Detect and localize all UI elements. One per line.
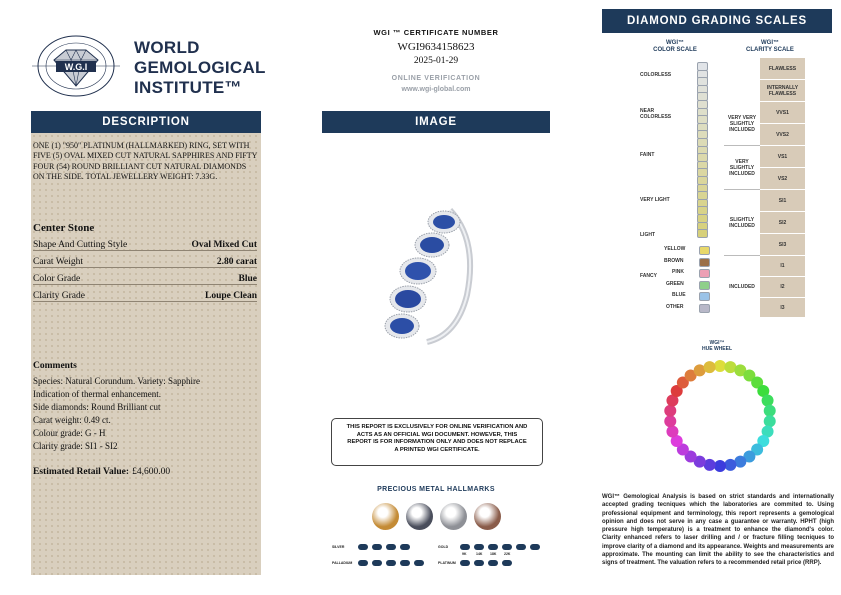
gold-hallmark-icon — [474, 544, 484, 550]
row-label: Clarity Grade — [33, 291, 85, 301]
gold-hallmark-icon — [516, 544, 526, 550]
clarity-scale-head: WGI™ CLARITY SCALE — [746, 40, 794, 53]
fancy-gem-icon — [699, 258, 710, 267]
clarity-grade: VVS1 — [760, 102, 805, 124]
fancy-gem-icon — [699, 269, 710, 278]
palladium-hallmark-icon — [386, 560, 396, 566]
description-panel — [31, 133, 261, 575]
gold-label: GOLD — [438, 545, 449, 549]
hue-dot — [724, 459, 736, 471]
row-value: Blue — [238, 274, 257, 284]
color-group-label: FAINT — [640, 152, 655, 158]
grading-footnote: WGI™ Gemological Analysis is based on strict standards and internationally accepted grading tecniques which the laboratories are commited to. Using professional equipment and terminology, this report represents a gemological opinion and does not serve in any case a guarantee or warranty. HPHT (high pressure high temperature) is a treatment to enhance the diamond's color. Clarity enhanced refers to laser drilling and / or fracture filling tecniques to improve clarity of a diamond and its appearance. Weights and measurements are approximate. The mounting can limit the ability to see the characteristics and signs of treatment. The valuation refers to a recommended retail price (RRP). — [602, 494, 834, 567]
karat-label: 22K — [504, 552, 511, 556]
hue-dot — [714, 460, 726, 472]
palladium-hallmark-icon — [372, 560, 382, 566]
fancy-gem-icon — [699, 281, 710, 290]
center-stone-row — [33, 251, 257, 268]
clarity-grade: SI2 — [760, 212, 805, 234]
fancy-color-label: YELLOW — [664, 246, 686, 252]
comment-line: Clarity grade: SI1 - SI2 — [33, 441, 118, 451]
fancy-gem-icon — [699, 292, 710, 301]
row-label: Shape And Cutting Style — [33, 240, 128, 250]
palladium-hallmark-icon — [358, 560, 368, 566]
color-grade-gem-icon — [697, 229, 708, 238]
hue-wheel-title: WGI™ HUE WHEEL — [702, 340, 732, 352]
silver-hallmark-icon — [358, 544, 368, 550]
center-stone-row — [33, 234, 257, 251]
fancy-gem-icon — [699, 246, 710, 255]
clarity-grade: SI3 — [760, 234, 805, 256]
ring-image — [372, 200, 482, 350]
platinum-hallmark-icon — [474, 560, 484, 566]
hue-dot — [666, 425, 678, 437]
row-value: 2.80 carat — [216, 257, 257, 267]
clarity-grade: VS2 — [760, 168, 805, 190]
wgi-logo — [26, 30, 266, 110]
palladium-hallmark-icon — [400, 560, 410, 566]
comment-line: Indication of thermal enhancement. — [33, 389, 161, 399]
platinum-coin-icon — [440, 503, 467, 530]
fancy-label: FANCY — [640, 273, 657, 279]
description-text: ONE (1) "950" PLATINUM (HALLMARKED) RING, SET WITH FIVE (5) OVAL MIXED CUT NATURAL SAPPHIRES AND FIFTY FOUR (54) ROUND BRILLIANT CUT NATURAL DIAMONDS ON THE SIDE. TOTAL JEWELLERY WEIGHT: 7.33G. — [33, 141, 258, 181]
clarity-grade: VS1 — [760, 146, 805, 168]
comments-title: Comments — [33, 361, 77, 371]
color-scale-head: WGI™ COLOR SCALE — [653, 40, 697, 53]
clarity-group: VERY SLIGHTLY INCLUDED — [724, 146, 760, 190]
palladium-coin-icon — [406, 503, 433, 530]
certificate-label: WGI ™ CERTIFICATE NUMBER — [373, 28, 499, 37]
comments-list — [33, 375, 259, 453]
platinum-hallmark-icon — [460, 560, 470, 566]
fancy-color-label: PINK — [672, 269, 684, 275]
logo-mark-text: W.G.I — [64, 62, 88, 72]
fancy-color-label: BLUE — [672, 292, 686, 298]
karat-label: 14K — [476, 552, 483, 556]
karat-label: 18K — [490, 552, 497, 556]
center-stone-row — [33, 268, 257, 285]
certificate-number: WGI9634158623 — [397, 41, 475, 53]
clarity-grade: I3 — [760, 298, 805, 318]
verification-link[interactable]: www.wgi-global.com — [401, 86, 471, 93]
hue-dot — [664, 405, 676, 417]
verification-label: ONLINE VERIFICATION — [391, 75, 481, 82]
color-group-label: NEAR COLORLESS — [640, 108, 672, 120]
clarity-grade: SI1 — [760, 190, 805, 212]
fancy-color-label: OTHER — [666, 304, 684, 310]
clarity-group: INCLUDED — [729, 284, 755, 290]
fancy-color-label: GREEN — [666, 281, 684, 287]
gold-hallmark-icon — [502, 544, 512, 550]
platinum-hallmark-icon — [488, 560, 498, 566]
hue-dot — [704, 361, 716, 373]
clarity-grade: VVS2 — [760, 124, 805, 146]
hallmarks-title: PRECIOUS METAL HALLMARKS — [377, 486, 495, 493]
clarity-grade: I1 — [760, 256, 805, 277]
institute-name — [134, 38, 269, 98]
fancy-gem-icon — [699, 304, 710, 313]
silver-label: SILVER — [332, 545, 345, 549]
clarity-grade: INTERNALLY FLAWLESS — [760, 80, 805, 102]
certificate-date: 2025-01-29 — [413, 56, 459, 66]
gold-coin-icon — [372, 503, 399, 530]
institute-line-2: GEMOLOGICAL — [134, 58, 266, 77]
hue-dot — [762, 395, 774, 407]
color-group-label: LIGHT — [640, 232, 655, 238]
color-group-label: VERY LIGHT — [640, 197, 670, 203]
hue-dot — [664, 415, 676, 427]
silver-hallmark-icon — [386, 544, 396, 550]
gold-hallmark-icon — [530, 544, 540, 550]
sapphire-group — [385, 211, 460, 338]
hue-dot — [764, 405, 776, 417]
hue-dot — [714, 360, 726, 372]
palladium-label: PALLADIUM — [332, 561, 353, 565]
clarity-group: VERY VERY SLIGHTLY INCLUDED — [724, 102, 760, 146]
hue-wheel-icon — [650, 352, 790, 477]
clarity-grade: I2 — [760, 277, 805, 298]
platinum-label: PLATINUM — [438, 561, 456, 565]
image-header: IMAGE — [322, 111, 550, 133]
silver-hallmark-icon — [372, 544, 382, 550]
row-value: Loupe Clean — [205, 291, 257, 301]
row-label: Color Grade — [33, 274, 81, 284]
comment-line: Colour grade: G - H — [33, 428, 106, 438]
institute-line-1: WORLD — [134, 38, 200, 57]
comment-line: Side diamonds: Round Brilliant cut — [33, 402, 161, 412]
row-label: Carat Weight — [33, 257, 83, 267]
color-group-label: COLORLESS — [640, 72, 672, 78]
clarity-grade: FLAWLESS — [760, 58, 805, 80]
wgi-emblem-icon — [26, 30, 126, 102]
center-stone-title: Center Stone — [33, 222, 95, 234]
comment-line: Carat weight: 0.49 ct. — [33, 415, 111, 425]
rose-gold-coin-icon — [474, 503, 501, 530]
institute-line-3: INSTITUTE™ — [134, 78, 242, 97]
retail-label: Estimated Retail Value: — [33, 467, 130, 477]
karat-label: 9K — [462, 552, 467, 556]
silver-hallmark-icon — [400, 544, 410, 550]
platinum-hallmark-icon — [502, 560, 512, 566]
gold-hallmark-icon — [460, 544, 470, 550]
retail-value — [33, 467, 170, 477]
clarity-group: SLIGHTLY INCLUDED — [724, 190, 760, 256]
comment-line: Species: Natural Corundum. Variety: Sapphire — [33, 376, 201, 386]
palladium-hallmark-icon — [414, 560, 424, 566]
online-verification-notice: THIS REPORT IS EXCLUSIVELY FOR ONLINE VERIFICATION AND ACTS AS AN OFFICIAL WGI DOCUMENT. HOWEVER, THIS REPORT IS FOR INFORMATION ONLY AND DOES NOT REPLACE A PRINTED WGI CERTIFICATE. — [331, 418, 543, 466]
grading-scales-header: DIAMOND GRADING SCALES — [602, 9, 832, 33]
gold-hallmark-icon — [488, 544, 498, 550]
row-value: Oval Mixed Cut — [191, 240, 257, 250]
fancy-color-label: BROWN — [664, 258, 684, 264]
description-header: DESCRIPTION — [31, 111, 261, 133]
hue-dot — [764, 415, 776, 427]
retail-amount: £4,600.00 — [132, 467, 171, 477]
center-stone-row — [33, 285, 257, 302]
